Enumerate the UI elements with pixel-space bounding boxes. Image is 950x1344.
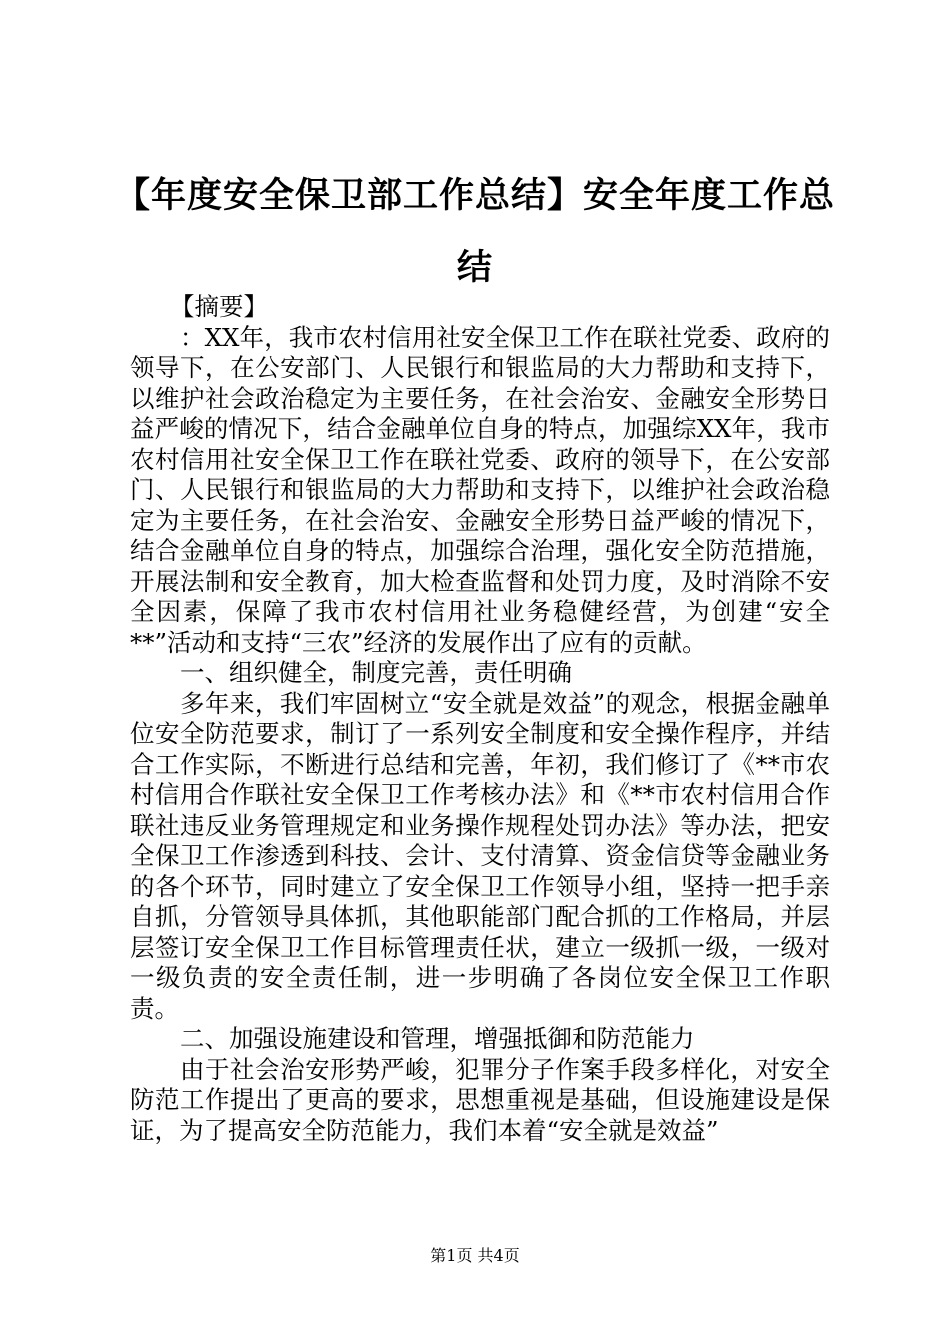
section-2-paragraph: 由于社会治安形势严峻，犯罪分子作案手段多样化，对安全防范工作提出了更高的要求，思想重视是基础，但设施建设是保证，为了提高安全防范能力，我们本着“安全就是效益” xyxy=(130,1054,830,1145)
abstract-paragraph: ：XX年，我市农村信用社安全保卫工作在联社党委、政府的领导下，在公安部门、人民银行和银监局的大力帮助和支持下，以维护社会政治稳定为主要任务，在社会治安、金融安全形势日益严峻的情况下，结合金融单位自身的特点，加强综XX年，我市农村信用社安全保卫工作在联社党委、政府的领导下，在公安部门、人民银行和银监局的大力帮助和支持下，以维护社会政治稳定为主要任务，在社会治安、金融安全形势日益严峻的情况下，结合金融单位自身的特点，加强综合治理，强化安全防范措施，开展法制和安全教育，加大检查监督和处罚力度，及时消除不安全因素，保障了我市农村信用社业务稳健经营，为创建“安全**”活动和支持“三农”经济的发展作出了应有的贡献。 xyxy=(130,322,830,657)
section-heading-1: 一、组织健全，制度完善，责任明确 xyxy=(180,658,572,687)
section-heading-2: 二、加强设施建设和管理，增强抵御和防范能力 xyxy=(180,1024,695,1053)
document-body xyxy=(130,292,830,1146)
section-1-paragraph: 多年来，我们牢固树立“安全就是效益”的观念，根据金融单位安全防范要求，制订了一系列安全制度和安全操作程序，并结合工作实际，不断进行总结和完善，年初，我们修订了《**市农村信用合作联社安全保卫工作考核办法》和《**市农村信用合作联社违反业务管理规定和业务操作规程处罚办法》等办法，把安全保卫工作渗透到科技、会计、支付清算、资金信贷等金融业务的各个环节，同时建立了安全保卫工作领导小组，坚持一把手亲自抓，分管领导具体抓，其他职能部门配合抓的工作格局，并层层签订安全保卫工作目标管理责任状，建立一级抓一级，一级对一级负责的安全责任制，进一步明确了各岗位安全保卫工作职责。 xyxy=(130,688,830,1023)
document-title: 【年度安全保卫部工作总结】安全年度工作总结 xyxy=(114,175,835,288)
abstract-label: 【摘要】 xyxy=(170,292,268,321)
page-number-footer: 第1页 共4页 xyxy=(430,1246,520,1265)
